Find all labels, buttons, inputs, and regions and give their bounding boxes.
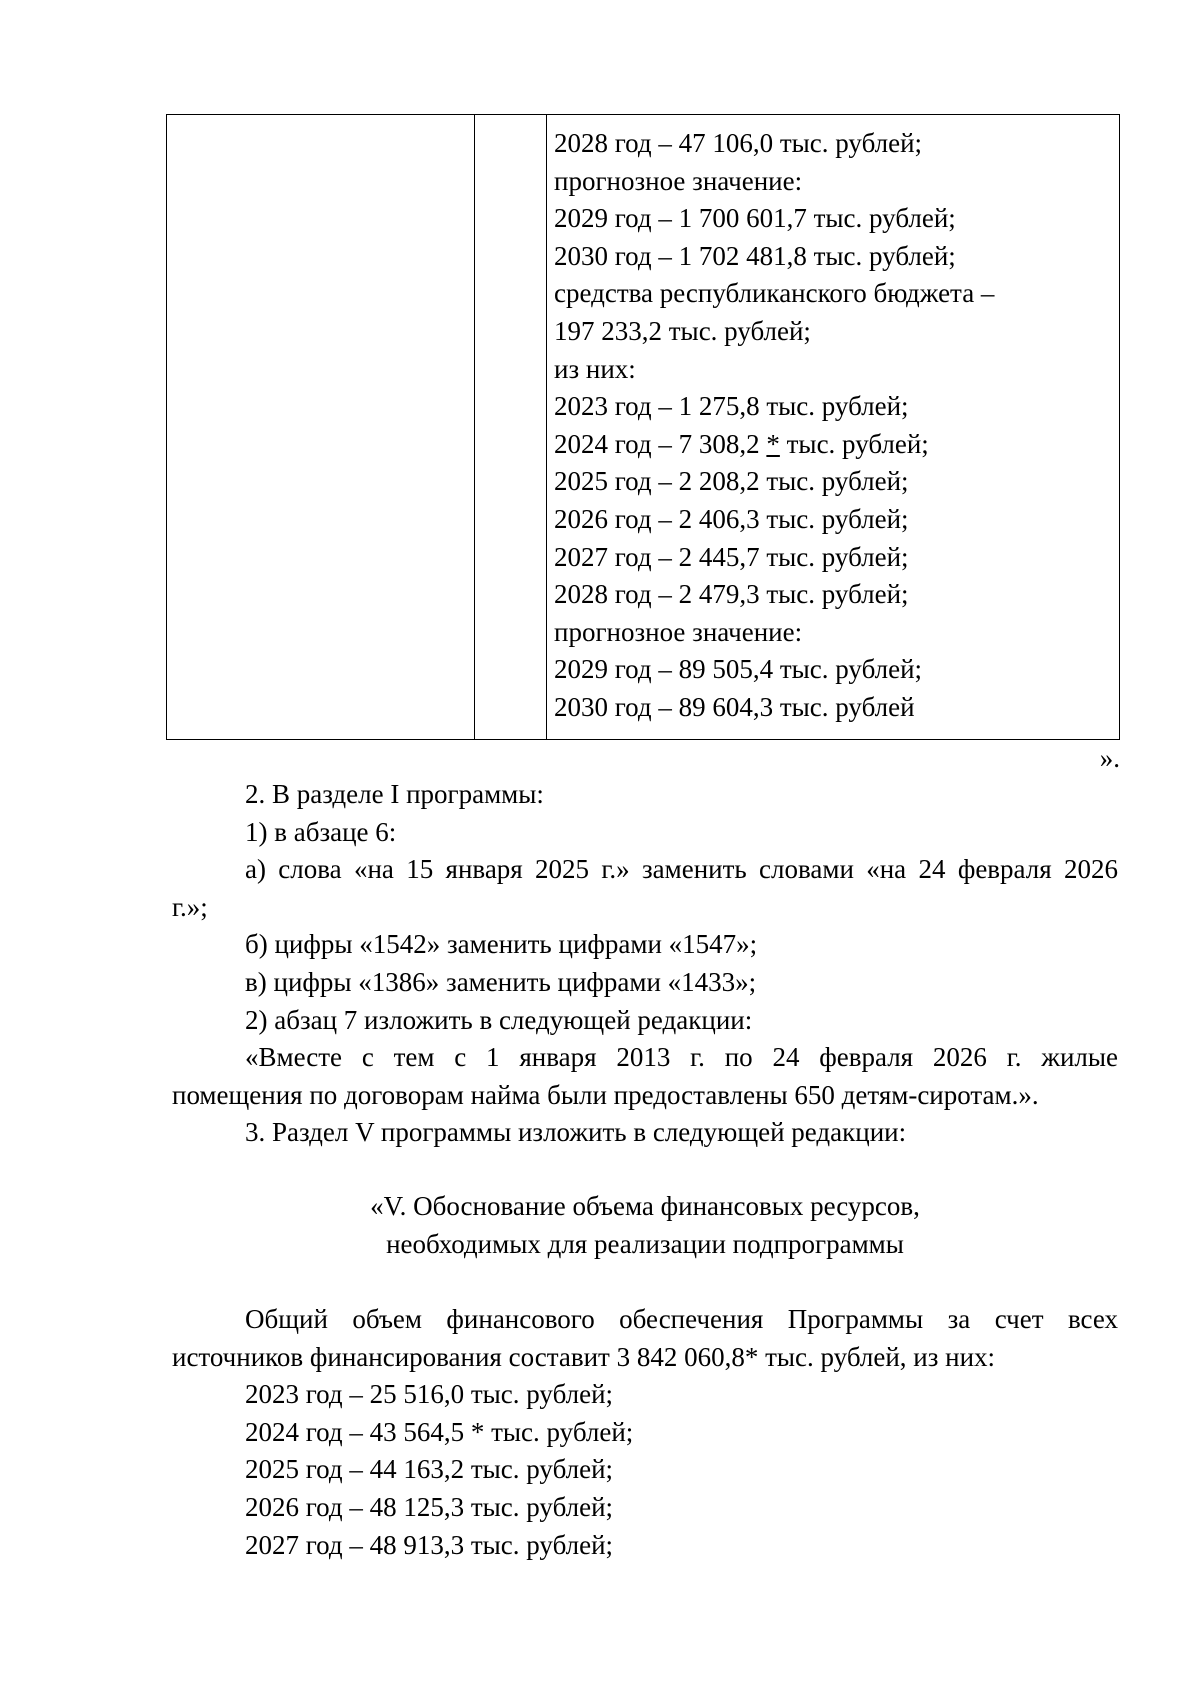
table-line: 197 233,2 тыс. рублей; [554, 315, 811, 346]
year-amount-line: 2023 год – 25 516,0 тыс. рублей; [245, 1379, 614, 1410]
table-line: 2026 год – 2 406,3 тыс. рублей; [554, 503, 909, 534]
table-cell-empty-2 [475, 115, 547, 740]
table-line-2024-after: тыс. рублей; [779, 428, 929, 459]
table-line: 2028 год – 47 106,0 тыс. рублей; [554, 128, 923, 158]
table-line: 2028 год – 2 479,3 тыс. рублей; [554, 579, 909, 610]
year-amount-line: 2024 год – 43 564,5 * тыс. рублей; [245, 1416, 634, 1447]
year-amount-line: 2026 год – 48 125,3 тыс. рублей; [245, 1491, 614, 1522]
table-line: из них: [554, 353, 636, 384]
finance-text [172, 1301, 1118, 1564]
table-line-2024 [554, 426, 1119, 464]
paragraph: а) слова «на 15 января 2025 г.» заменить словами «на 24 февраля 2026 [245, 854, 1118, 885]
section-heading [172, 1188, 1118, 1263]
paragraph: в) цифры «1386» заменить цифрами «1433»; [245, 966, 757, 997]
table-line: 2023 год – 1 275,8 тыс. рублей; [554, 391, 909, 422]
amendments-text [172, 776, 1118, 1152]
year-amount-line: 2025 год – 44 163,2 тыс. рублей; [245, 1454, 614, 1485]
table-row [167, 115, 1120, 740]
paragraph: «Вместе с тем с 1 января 2013 г. по 24 февраля 2026 г. жилые [245, 1042, 1118, 1073]
table-line: прогнозное значение: [554, 616, 803, 647]
closing-quote: ». [1099, 743, 1120, 773]
financing-table [166, 114, 1120, 740]
paragraph: б) цифры «1542» заменить цифрами «1547»; [245, 929, 758, 960]
paragraph: Общий объем финансового обеспечения Программы за счет всех [245, 1304, 1118, 1334]
table-line: прогнозное значение: [554, 165, 803, 196]
table-cell-values [547, 115, 1120, 740]
table-line: 2030 год – 89 604,3 тыс. рублей [554, 691, 915, 722]
paragraph: 3. Раздел V программы изложить в следующей редакции: [245, 1117, 907, 1148]
table-cell-empty-1 [167, 115, 475, 740]
paragraph-continuation: источников финансирования составит 3 842 060,8* тыс. рублей, из них: [172, 1341, 996, 1372]
table-line: 2029 год – 89 505,4 тыс. рублей; [554, 654, 923, 685]
footnote-star: * [766, 428, 780, 459]
paragraph-continuation: г.»; [172, 891, 208, 922]
table-line: 2025 год – 2 208,2 тыс. рублей; [554, 466, 909, 497]
paragraph: 2) абзац 7 изложить в следующей редакции: [245, 1004, 753, 1035]
year-amount-line: 2027 год – 48 913,3 тыс. рублей; [245, 1529, 614, 1560]
paragraph: 1) в абзаце 6: [245, 816, 397, 847]
table-line: средства республиканского бюджета – [554, 278, 995, 309]
table-line: 2030 год – 1 702 481,8 тыс. рублей; [554, 240, 956, 271]
paragraph: 2. В разделе I программы: [245, 779, 544, 809]
section-heading-line: «V. Обоснование объема финансовых ресурсов, [370, 1191, 920, 1221]
section-heading-line: необходимых для реализации подпрограммы [386, 1228, 904, 1259]
table-line-2024-before: 2024 год – 7 308,2 [554, 428, 767, 459]
table-line: 2029 год – 1 700 601,7 тыс. рублей; [554, 203, 956, 234]
paragraph-continuation: помещения по договорам найма были предоставлены 650 детям-сиротам.». [172, 1079, 1039, 1110]
table-line: 2027 год – 2 445,7 тыс. рублей; [554, 541, 909, 572]
